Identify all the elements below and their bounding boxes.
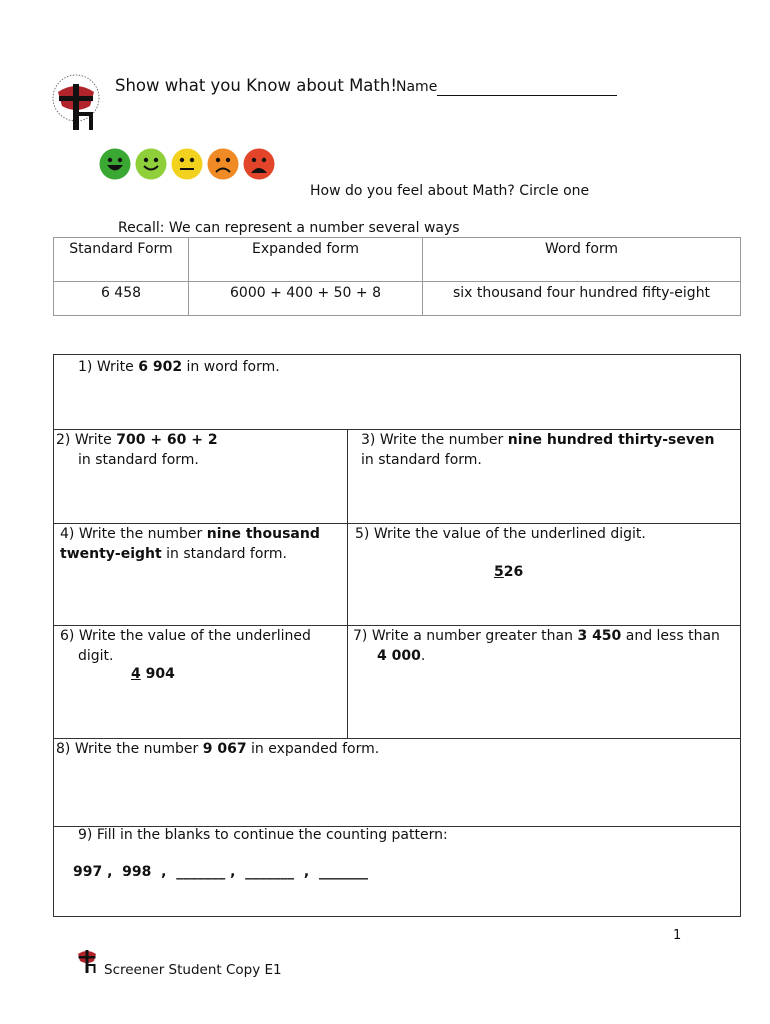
cell-standard-form: 6 458 bbox=[54, 282, 189, 316]
sad-face-icon[interactable] bbox=[207, 148, 239, 180]
question-2[interactable]: 2) Write 700 + 60 + 2 in standard form. bbox=[56, 432, 218, 468]
footer-logo bbox=[74, 944, 100, 974]
question-6-number: 4 904 bbox=[131, 666, 175, 682]
question-8[interactable]: 8) Write the number 9 067 in expanded form. bbox=[56, 741, 380, 757]
page-number: 1 bbox=[673, 928, 682, 943]
questions-grid bbox=[53, 354, 741, 917]
question-7[interactable]: 7) Write a number greater than 3 450 and less than 4 000. bbox=[353, 628, 720, 664]
counting-pattern[interactable]: 997 , 998 , _______ , _______ , _______ bbox=[73, 864, 368, 880]
header-word-form: Word form bbox=[423, 238, 741, 282]
neutral-face-icon[interactable] bbox=[171, 148, 203, 180]
recall-text: Recall: We can represent a number several ways bbox=[118, 220, 460, 236]
question-5[interactable]: 5) Write the value of the underlined digit. bbox=[355, 526, 646, 542]
question-9[interactable]: 9) Fill in the blanks to continue the counting pattern: bbox=[78, 827, 448, 843]
cell-word-form: six thousand four hundred fifty-eight bbox=[423, 282, 741, 316]
representation-table bbox=[53, 237, 741, 316]
happy-face-icon[interactable] bbox=[135, 148, 167, 180]
school-logo bbox=[50, 72, 102, 132]
feelings-question: How do you feel about Math? Circle one bbox=[310, 183, 590, 199]
very-sad-face-icon[interactable] bbox=[243, 148, 275, 180]
table-row bbox=[54, 282, 741, 316]
name-label: Name bbox=[396, 79, 438, 95]
question-1[interactable]: 1) Write 6 902 in word form. bbox=[78, 359, 280, 375]
question-6[interactable]: 6) Write the value of the underlined digit. bbox=[60, 628, 311, 664]
very-happy-face-icon[interactable] bbox=[99, 148, 131, 180]
feelings-faces bbox=[99, 148, 275, 180]
question-4[interactable]: 4) Write the number nine thousand twenty-eight in standard form. bbox=[60, 526, 320, 562]
header-expanded-form: Expanded form bbox=[189, 238, 423, 282]
name-field[interactable] bbox=[437, 95, 617, 96]
table-header-row bbox=[54, 238, 741, 282]
header-standard-form: Standard Form bbox=[54, 238, 189, 282]
cell-expanded-form: 6000 + 400 + 50 + 8 bbox=[189, 282, 423, 316]
question-3[interactable]: 3) Write the number nine hundred thirty-seven in standard form. bbox=[361, 432, 715, 468]
page-title: Show what you Know about Math! bbox=[115, 76, 397, 95]
footer-text: Screener Student Copy E1 bbox=[104, 962, 282, 978]
question-5-number: 526 bbox=[494, 564, 524, 580]
